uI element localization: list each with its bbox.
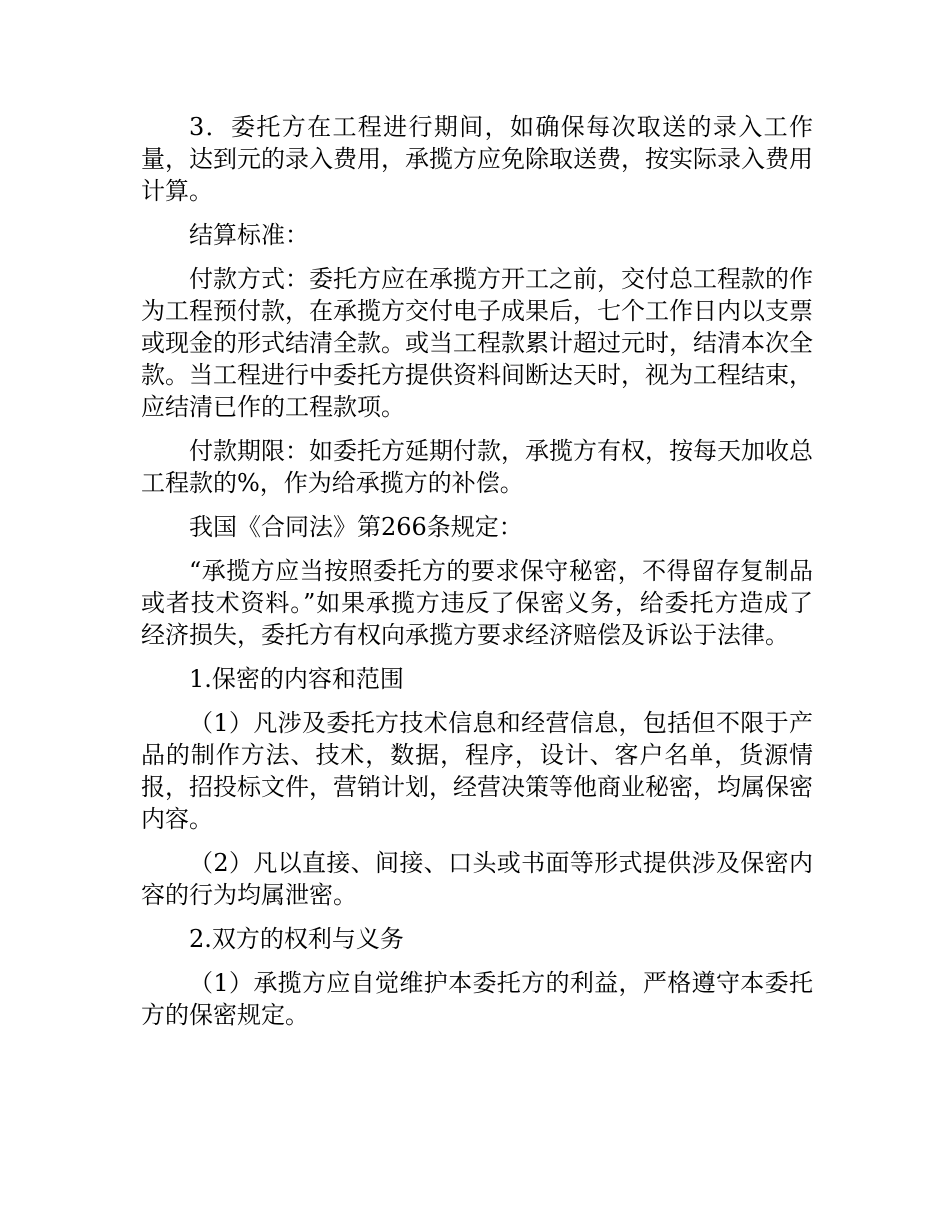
paragraph-settlement-heading: 结算标准：	[189, 221, 309, 249]
paragraph-contract-law-article: 我国《合同法》第266条规定：	[189, 513, 523, 541]
heading-confidential-scope: 1.保密的内容和范围	[189, 665, 404, 693]
document-page	[141, 111, 813, 1043]
paragraph-delivery-fee: 3．委托方在工程进行期间，如确保每次取送的录入工作量，达到元的录入费用，承揽方应免除取送费，按实际录入费用计算。	[141, 113, 813, 205]
heading-rights-obligations: 2.双方的权利与义务	[189, 925, 404, 953]
paragraph-confidentiality-quote: “承揽方应当按照委托方的要求保守秘密，不得留存复制品或者技术资料。”如果承揽方违反了保密义务，给委托方造成了经济损失，委托方有权向承揽方要求经济赔偿及诉讼于法律。	[141, 557, 813, 649]
paragraph-payment-deadline: 付款期限：如委托方延期付款，承揽方有权，按每天加收总工程款的%，作为给承揽方的补偿。	[141, 437, 813, 497]
paragraph-scope-item-2: （2）凡以直接、间接、口头或书面等形式提供涉及保密内容的行为均属泄密。	[141, 849, 813, 909]
paragraph-scope-item-1: （1）凡涉及委托方技术信息和经营信息，包括但不限于产品的制作方法、技术，数据，程序，设计、客户名单，货源情报，招投标文件，营销计划，经营决策等他商业秘密，均属保密内容。	[141, 709, 813, 833]
paragraph-rights-item-1: （1）承揽方应自觉维护本委托方的利益，严格遵守本委托方的保密规定。	[141, 969, 813, 1029]
paragraph-payment-method: 付款方式：委托方应在承揽方开工之前，交付总工程款的作为工程预付款，在承揽方交付电子成果后，七个工作日内以支票或现金的形式结清全款。或当工程款累计超过元时，结清本次全款。当工程进行中委托方提供资料间断达天时，视为工程结束，应结清已作的工程款项。	[141, 265, 813, 421]
